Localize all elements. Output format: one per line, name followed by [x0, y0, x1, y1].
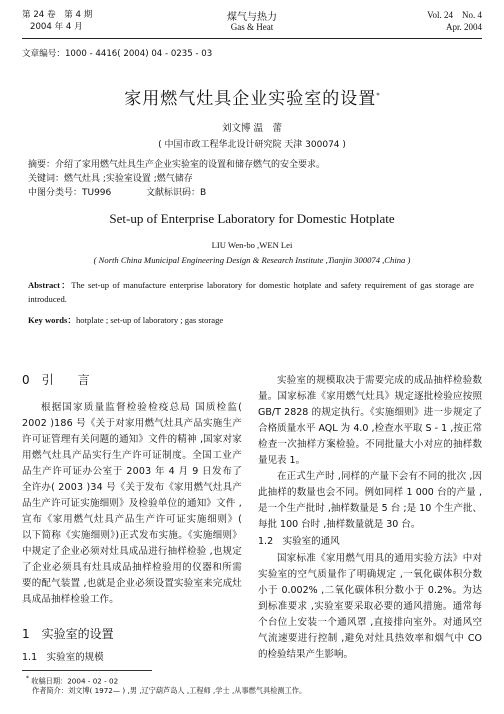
footnote-author-bio: 作者简介：刘文博( 1972— ) ,男 ,辽宁葫芦岛人 ,工程师 ,学士 ,从事燃气具检测工作。	[32, 686, 307, 696]
keywords-cn: 关键词：燃气灶具 ;实验室设置 ;燃气储存	[28, 174, 193, 184]
title-cn-wrap	[0, 84, 504, 109]
title-en: Set-up of Enterprise Laboratory for Domestic Hotplate	[109, 211, 395, 226]
footnote-received	[26, 674, 306, 686]
section-0-paragraph: 根据国家质量监督检验检疫总局 国质检监( 2002 )186 号《关于对家用燃气灶具产品实施生产许可证管理有关问题的通知》文件的精神 ,国家对家用燃气灶具产品实行生产许可证制度。全国工业产品生产许可证办公室于 2003 年 4 月 9 日发布了 全许办( 2003 )34 号《关于发布《家用燃气灶具产品生产许可证实施细则》及检验单位的通知》文件 ,宣布《家用燃气灶具产品生产许可证实施细则》( 以下简称《实施细则》)正式发布实施。《实施细则》中规定了企业必须对灶具成品进行抽样检验 ,也规定了企业必须具有灶具成品抽样检验用的仪器和所需要的配气装置 ,也就是企业必须设置实验室来完成灶具成品抽样检验工作。	[22, 402, 242, 605]
keywords-en-label: Key words：	[28, 315, 76, 325]
header-rule	[22, 38, 482, 39]
clc-number: 中图分类号：TU996	[28, 188, 112, 198]
right-paragraph-2: 在正式生产时 ,同样的产量下会有不同的批次 ,因此抽样的数量也会不同。例如同样 1 000 台的产量 ,是一个生产批时 ,抽样数量是 5 台 ;是 10 个生产批、每批 100 台时 ,抽样数量就是 30 台。	[258, 471, 482, 530]
abstract-en-text: The set-up of manufacture enterprise laboratory for domestic hotplate and safety requirement of gas storage are introduced.	[28, 280, 474, 304]
keywords-en-text: hotplate ; set-up of laboratory ; gas storage	[75, 315, 224, 325]
footnote	[26, 674, 306, 696]
section-1-title: 1 实验室的设置	[22, 627, 114, 641]
section-0-title: 0 引 言	[22, 373, 90, 387]
right-paragraph-3: 国家标准《家用燃气用具的通用实验方法》中对实验室的空气质量作了明确规定 ,一氧化碳体积分数小于 0.002% ,二氧化碳体积分数小于 0.2%。为达到标准要求 ,实验室要采取必要的通风措施。通常每个台位上安装一个通风罩 ,直接排向室外。对通风空气流速要进行控制 ,避免对灶具热效率和烟气中 CO 的检验结果产生影响。	[258, 553, 482, 660]
abstract-cn: 摘要：介绍了家用燃气灶具生产企业实验室的设置和储存燃气的安全要求。	[28, 160, 326, 170]
abstract-en-label: Abstract：	[28, 280, 72, 290]
affiliation-en: ( North China Municipal Engineering Design & Research Institute ,Tianjin 300074 ,China )	[93, 255, 411, 265]
header-journal-en: Gas & Heat	[230, 22, 274, 32]
keywords-en	[28, 314, 223, 326]
right-paragraph-1: 实验室的规模取决于需要完成的成品抽样检验数量。国家标准《家用燃气灶具》规定逐批检验应按照 GB/T 2828 的规定执行。《实施细则》进一步规定了合格质量水平 AQL 为 4.0 ,检查水平取 S - 1 ,按正常检查一次抽样方案检验。不同批量大小对应的抽样数量见表 1。	[258, 375, 482, 466]
footnote-received-text: 收稿日期：2004 - 02 - 02	[31, 676, 119, 686]
authors-cn: 刘文博 温 蕾	[221, 123, 283, 134]
header-volume-cn: 第 24 卷 第 4 期	[22, 10, 93, 20]
authors-en: LIU Wen-bo ,WEN Lei	[211, 240, 293, 250]
article-id: 文章编号：1000 - 4416( 2004) 04 - 0235 - 03	[22, 49, 213, 59]
section-1-2-title: 1.2 实验室的通风	[258, 536, 340, 547]
title-note-mark: *	[376, 91, 380, 100]
header-date-cn: 2004 年 4 月	[30, 22, 83, 32]
header-date-en: Apr. 2004	[446, 22, 482, 32]
footnote-mark: *	[26, 675, 29, 682]
header-journal-cn: 煤气与热力	[227, 12, 277, 23]
left-column	[22, 372, 242, 666]
affiliation-cn: ( 中国市政工程华北设计研究院 天津 300074 )	[158, 140, 346, 150]
section-1-1-title: 1.1 实验室的规模	[22, 652, 104, 663]
right-column	[258, 373, 482, 663]
abstract-en	[28, 278, 474, 306]
title-cn: 家用燃气灶具企业实验室的设置	[124, 89, 377, 109]
header-volume-en: Vol. 24 No. 4	[427, 10, 482, 20]
document-code: 文献标识码：B	[146, 188, 207, 198]
footnote-rule	[22, 670, 152, 671]
